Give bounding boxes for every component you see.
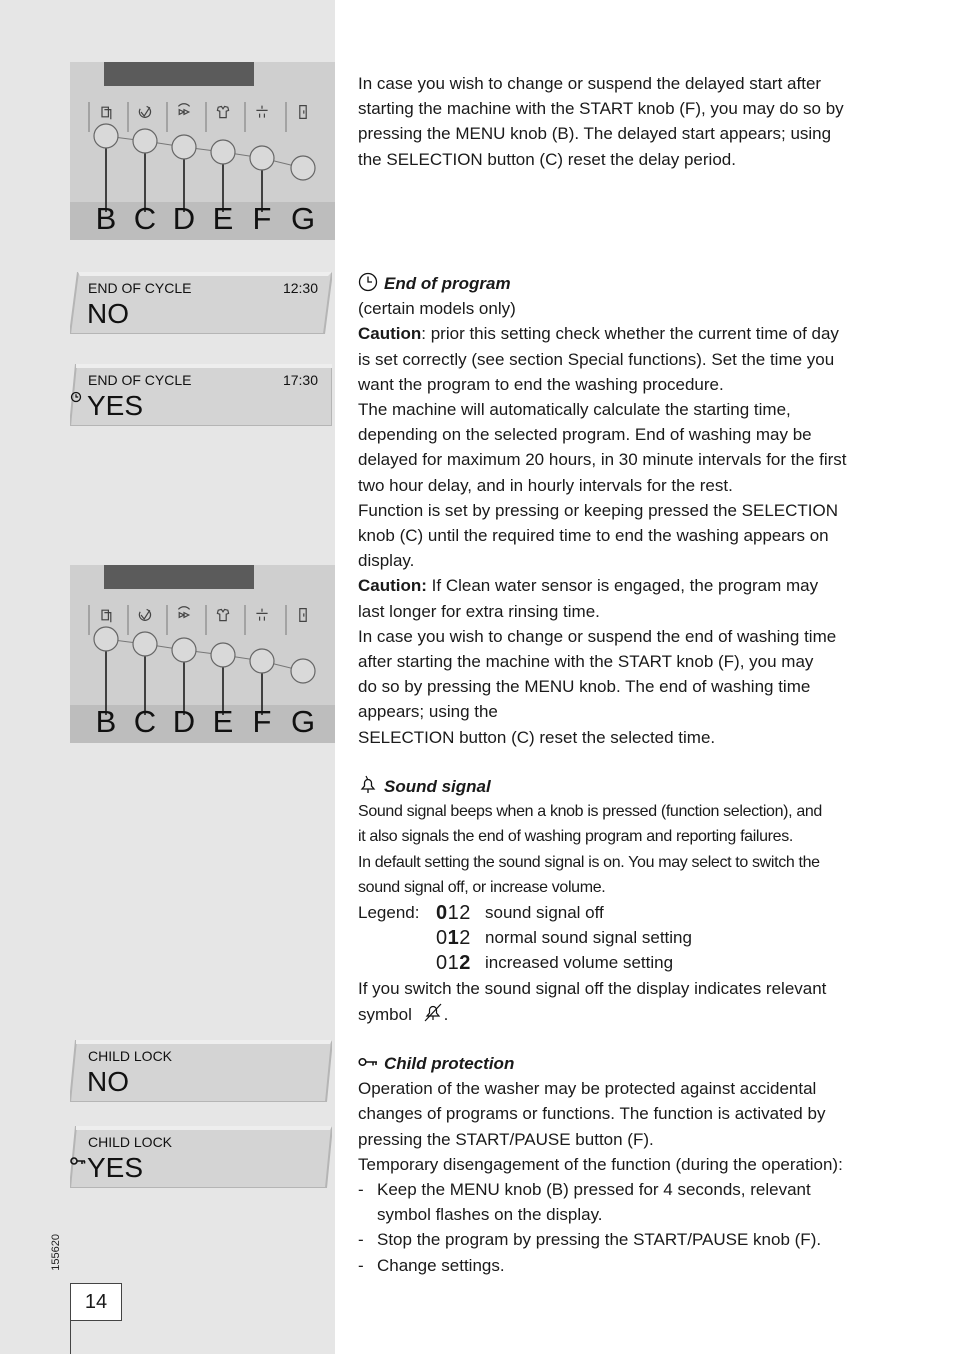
text-line: depending on the selected program. End of washing may be [358,425,812,445]
knob-letter: C [133,704,157,739]
legend-text: increased volume setting [485,953,674,973]
door-icon [300,609,306,622]
document-number: 155620 [50,1234,62,1271]
display-child-lock-yes [70,1126,332,1186]
list-item [358,1227,888,1252]
checkmark-icon [139,106,150,117]
heading-text: Sound signal [384,777,491,796]
display-time: 17:30 [282,372,318,388]
text-line [358,573,888,598]
text-line: symbol . [358,1001,888,1027]
text-line [358,321,888,346]
knob-letter: F [252,704,272,739]
display-end-of-cycle-no [70,272,332,332]
control-panel-illustration [70,62,335,240]
text-line: sound signal off, or increase volume. [358,878,606,896]
knob-letter: B [95,704,117,739]
text-line: Operation of the washer may be protected against accidental [358,1079,817,1099]
knob [94,124,118,148]
caution-text: : prior this setting check whether the current time of day [421,324,839,344]
volume-level-digits: 012 [436,927,471,950]
text-line: In case you wish to change or suspend the end of washing time [358,626,837,646]
legend-text: normal sound signal setting [485,928,692,948]
page-number: 14 [70,1283,122,1321]
panel-letters [70,202,335,236]
text-line: after starting the machine with the START knob (F), you may [358,652,814,672]
display-end-of-cycle-yes [70,364,332,424]
knob-letter: C [133,201,157,236]
text-line: appears; using the [358,702,498,722]
text-line: Keep the MENU knob (B) pressed for 4 seconds, relevant [377,1180,811,1200]
display-label: CHILD LOCK [88,1048,173,1064]
display-child-lock-no [70,1040,332,1100]
text-line: delayed for maximum 20 hours, in 30 minute intervals for the first [358,450,847,470]
clock-icon [358,272,378,292]
text-line: display. [358,551,415,571]
text-line: The machine will automatically calculate the starting time, [358,400,791,420]
fast-forward-icon [178,607,189,618]
knob [291,156,315,180]
control-panel-illustration [70,565,335,743]
section-heading [358,271,888,296]
caution-label: Caution [358,324,422,344]
display-value: NO [87,298,129,329]
display-label: END OF CYCLE [88,372,192,388]
heading-text: End of program [384,274,511,293]
knob [133,632,157,656]
text-line: pressing the MENU knob (B). The delayed start appears; using [358,124,832,144]
knob-letter: F [252,201,272,236]
text-line: In default setting the sound signal is on. You may select to switch the [358,853,820,871]
delayed-start-paragraph [358,71,888,172]
section-heading [358,1051,888,1076]
sound-signal-section [358,774,888,1027]
list-item [358,1177,888,1227]
text-line: last longer for extra rinsing time. [358,601,600,621]
display-label: CHILD LOCK [88,1134,173,1150]
legend-row [358,900,888,925]
text-line: Change settings. [377,1255,505,1275]
knob-letter: G [290,704,316,739]
legend-row [358,950,888,975]
legend-text: sound signal off [485,903,604,923]
text-line: In case you wish to change or suspend the delayed start after [358,74,822,93]
knob [250,649,274,673]
display-value: NO [87,1066,129,1097]
page-rule [70,1320,71,1354]
fast-forward-icon [178,104,189,115]
list-dash: - [358,1180,364,1200]
program-icon [102,610,111,622]
spin-icon [256,106,267,118]
program-icon [102,107,111,119]
heading-text: Child protection [384,1054,515,1073]
knob [172,638,196,662]
caution-label: Caution: [358,576,427,596]
knob [133,129,157,153]
text-line: changes of programs or functions. The function is activated by [358,1104,826,1124]
end-of-program-section [358,271,888,750]
text-line: knob (C) until the required time to end the washing appears on [358,526,829,546]
text-line: SELECTION button (C) reset the selected time. [358,727,716,747]
text-line: the SELECTION button (C) reset the delay period. [358,149,736,169]
knob-letter: D [172,201,196,236]
knob [94,627,118,651]
clock-icon [70,391,82,403]
bell-icon [358,775,378,795]
display-label: END OF CYCLE [88,280,192,296]
display-value: YES [87,1152,144,1183]
knob-letter: E [212,201,234,236]
knob-letter: D [172,704,196,739]
text-line: (certain models only) [358,299,516,319]
knob [291,659,315,683]
knob-letter: B [95,201,117,236]
key-icon [358,1056,378,1068]
knob [211,643,235,667]
sound-off-icon [422,1001,444,1023]
text-line: Stop the program by pressing the START/PAUSE knob (F). [377,1230,822,1250]
knob [250,146,274,170]
text-line: want the program to end the washing procedure. [358,374,724,394]
text-line: two hour delay, and in hourly intervals for the rest. [358,475,733,495]
knob [211,140,235,164]
list-item [358,1253,888,1278]
display-time: 12:30 [282,280,318,296]
legend-label: Legend: [358,903,420,923]
panel-letters [70,705,335,739]
child-protection-section [358,1051,888,1278]
caution-text: If Clean water sensor is engaged, the program may [426,576,819,596]
shirt-icon [217,106,228,117]
text-line: Function is set by pressing or keeping pressed the SELECTION [358,500,839,520]
display-value: YES [87,390,144,421]
legend-row [358,925,888,950]
section-heading [358,774,888,799]
checkmark-icon [139,609,150,620]
text-line: do so by pressing the MENU knob. The end of washing time [358,677,811,697]
knob [172,135,196,159]
knob-letter: G [290,201,316,236]
list-dash: - [358,1230,364,1250]
key-icon [70,1156,86,1166]
spin-icon [256,609,267,621]
text-line: is set correctly (see section Special functions). Set the time you [358,349,835,369]
text-line: it also signals the end of washing program and reporting failures. [358,828,793,846]
text-line: symbol flashes on the display. [377,1205,603,1225]
text-line: starting the machine with the START knob (F), you may do so by [358,99,844,119]
list-dash: - [358,1255,364,1275]
shirt-icon [217,609,228,620]
knob-letter: E [212,704,234,739]
door-icon [300,106,306,119]
volume-level-digits: 012 [436,952,471,975]
text-line: Sound signal beeps when a knob is pressed (function selection), and [358,803,822,821]
volume-level-digits: 012 [436,902,471,925]
text-line: If you switch the sound signal off the display indicates relevant [358,978,827,998]
text-line: pressing the START/PAUSE button (F). [358,1129,654,1149]
text-line: Temporary disengagement of the function (during the operation): [358,1154,843,1174]
